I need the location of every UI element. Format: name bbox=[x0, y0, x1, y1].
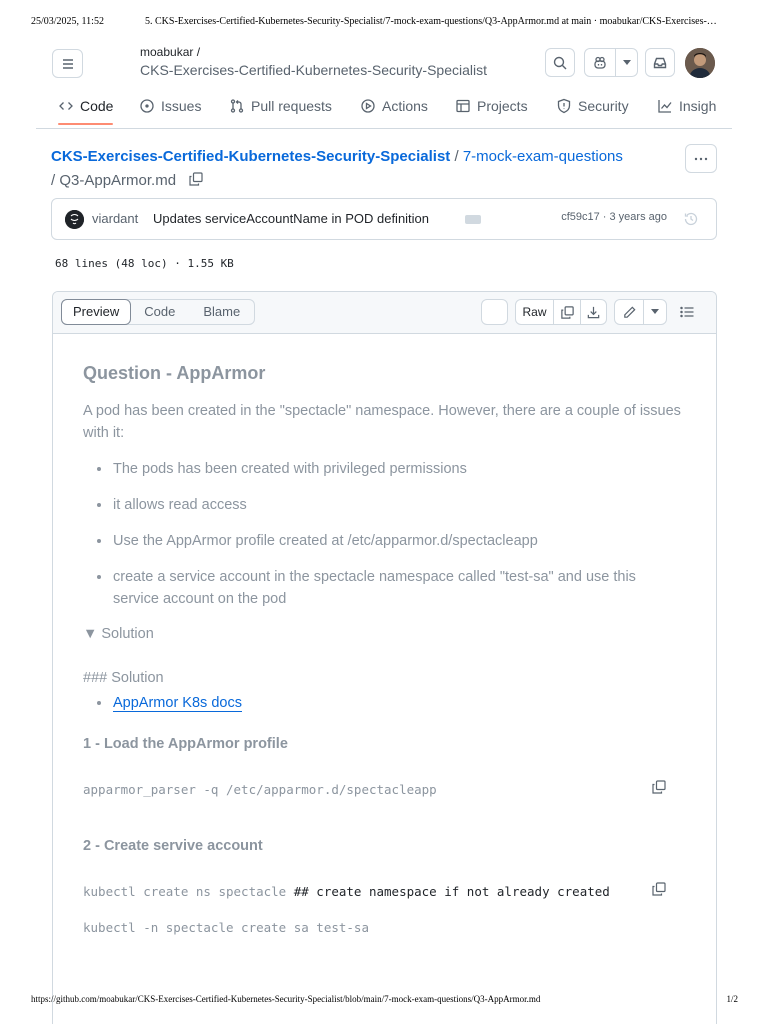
raw-button[interactable]: Raw bbox=[516, 300, 554, 324]
tab-pull-requests-label: Pull requests bbox=[251, 98, 332, 114]
commit-author-link[interactable]: viardant bbox=[92, 211, 139, 226]
tab-projects[interactable] bbox=[455, 98, 528, 114]
pencil-icon bbox=[622, 305, 637, 320]
tab-issues[interactable] bbox=[139, 98, 201, 114]
avatar-image bbox=[65, 210, 84, 229]
commit-meta[interactable]: cf59c17 · 3 years ago bbox=[561, 211, 667, 223]
raw-actions-group bbox=[515, 299, 607, 325]
print-url: https://github.com/moabukar/CKS-Exercises-Certified-Kubernetes-Security-Specialist/blob/main/7-mock-exam-questions/Q3-AppArmor.md bbox=[31, 994, 541, 1004]
copilot-button-group bbox=[584, 48, 638, 77]
edit-file-button[interactable] bbox=[615, 300, 644, 324]
list-item: create a service account in the spectacle namespace called "test-sa" and use this service account on the pod bbox=[83, 566, 683, 610]
graph-icon bbox=[657, 98, 673, 114]
file-viewer bbox=[52, 291, 717, 1024]
breadcrumb-file-name: Q3-AppArmor.md bbox=[59, 172, 177, 189]
repo-nav-tabs bbox=[36, 94, 732, 129]
copy-path-button[interactable] bbox=[188, 171, 204, 195]
question-heading: Question - AppArmor bbox=[83, 363, 266, 383]
copilot-file-button[interactable] bbox=[481, 299, 508, 325]
search-icon bbox=[552, 55, 568, 71]
repo-name-link[interactable]: CKS-Exercises-Certified-Kubernetes-Security-Specialist bbox=[140, 62, 488, 78]
view-mode-segmented-control bbox=[61, 299, 255, 325]
inbox-button[interactable] bbox=[645, 48, 675, 77]
search-button[interactable] bbox=[545, 48, 575, 77]
edit-actions-group bbox=[614, 299, 667, 325]
copy-raw-button[interactable] bbox=[554, 300, 581, 324]
repo-owner-link[interactable]: moabukar / bbox=[140, 45, 201, 59]
history-button[interactable] bbox=[683, 211, 699, 232]
menu-button[interactable] bbox=[52, 49, 83, 78]
list-item: The pods has been created with privileged permissions bbox=[83, 458, 683, 480]
code-view-tab[interactable]: Code bbox=[144, 304, 176, 319]
hamburger-icon bbox=[60, 56, 76, 72]
code-block-2 bbox=[83, 884, 648, 899]
solution-raw-heading: ### Solution bbox=[83, 670, 164, 686]
code-block-1 bbox=[83, 782, 683, 797]
code-line: kubectl -n spectacle create sa test-sa bbox=[83, 920, 369, 935]
file-line-info: 68 lines (48 loc) · 1.55 KB bbox=[55, 257, 234, 270]
edit-dropdown-button[interactable] bbox=[644, 300, 666, 324]
copilot-button[interactable] bbox=[585, 49, 616, 76]
copilot-dropdown[interactable] bbox=[616, 49, 637, 76]
tab-actions-label: Actions bbox=[382, 98, 428, 114]
history-icon bbox=[683, 211, 699, 227]
print-page-number: 1/2 bbox=[726, 994, 738, 1004]
tab-security[interactable] bbox=[556, 98, 629, 114]
copy-icon bbox=[188, 171, 204, 187]
tab-insights[interactable] bbox=[657, 98, 716, 114]
top-header bbox=[36, 40, 732, 90]
file-toolbar bbox=[53, 292, 716, 334]
breadcrumb bbox=[51, 145, 681, 195]
copy-icon bbox=[560, 305, 575, 320]
copy-code-button[interactable] bbox=[651, 881, 667, 902]
markdown-body bbox=[53, 334, 716, 1024]
print-header bbox=[31, 16, 738, 32]
tab-security-label: Security bbox=[578, 98, 629, 114]
table-icon bbox=[455, 98, 471, 114]
copilot-icon bbox=[592, 55, 608, 71]
step2-heading: 2 - Create servive account bbox=[83, 838, 263, 854]
preview-tab[interactable]: Preview bbox=[61, 299, 131, 325]
download-icon bbox=[586, 305, 601, 320]
shield-icon bbox=[556, 98, 572, 114]
breadcrumb-separator: / bbox=[450, 148, 463, 165]
breadcrumb-dir-link[interactable]: 7-mock-exam-questions bbox=[462, 148, 623, 165]
code-line: apparmor_parser -q /etc/apparmor.d/spectacleapp bbox=[83, 782, 437, 797]
code-icon bbox=[58, 98, 74, 114]
copy-icon bbox=[651, 779, 667, 795]
commit-expand-button[interactable] bbox=[465, 215, 481, 224]
step1-heading: 1 - Load the AppArmor profile bbox=[83, 736, 288, 752]
issue-icon bbox=[139, 98, 155, 114]
print-footer bbox=[31, 994, 738, 1008]
copy-icon bbox=[651, 881, 667, 897]
tab-pull-requests[interactable] bbox=[229, 98, 332, 114]
breadcrumb-repo-link[interactable]: CKS-Exercises-Certified-Kubernetes-Security-Specialist bbox=[51, 148, 451, 165]
print-title: 5. CKS-Exercises-Certified-Kubernetes-Security-Specialist/7-mock-exam-questions/Q3-AppArmor.md at main · moabukar/CKS-Exercises-… bbox=[145, 16, 717, 27]
commit-message-link[interactable]: Updates serviceAccountName in POD definition bbox=[153, 211, 430, 226]
list-item: Use the AppArmor profile created at /etc/apparmor.d/spectacleapp bbox=[83, 530, 683, 552]
apparmor-docs-link[interactable]: AppArmor K8s docs bbox=[113, 695, 242, 711]
code-command: kubectl create ns spectacle bbox=[83, 884, 294, 899]
tab-insights-label: Insigh bbox=[679, 98, 717, 114]
docs-list-item bbox=[83, 692, 242, 714]
tab-projects-label: Projects bbox=[477, 98, 528, 114]
breadcrumb-separator: / bbox=[51, 172, 60, 189]
commit-author-avatar[interactable] bbox=[65, 210, 84, 229]
intro-paragraph: A pod has been created in the "spectacle" namespace. However, there are a couple of issues with it: bbox=[83, 403, 681, 441]
kebab-horizontal-icon bbox=[693, 151, 709, 167]
copy-code-button[interactable] bbox=[651, 779, 667, 800]
tab-actions[interactable] bbox=[360, 98, 428, 114]
triangle-down-icon bbox=[651, 309, 659, 315]
list-unordered-icon bbox=[679, 304, 695, 320]
tab-code[interactable] bbox=[58, 98, 113, 114]
latest-commit-box bbox=[51, 198, 717, 240]
list-item: it allows read access bbox=[83, 494, 683, 516]
outline-button[interactable] bbox=[679, 304, 695, 325]
code-block-2-line-2 bbox=[83, 920, 683, 935]
user-avatar[interactable] bbox=[685, 48, 715, 78]
issue-list bbox=[83, 458, 683, 624]
tab-issues-label: Issues bbox=[161, 98, 202, 114]
print-date: 25/03/2025, 11:52 bbox=[31, 16, 104, 27]
solution-details-toggle[interactable]: ▼ Solution bbox=[83, 626, 154, 642]
tab-code-label: Code bbox=[80, 98, 114, 114]
avatar-image bbox=[685, 48, 715, 78]
code-comment: ## create namespace if not already created bbox=[293, 884, 610, 899]
more-options-button[interactable] bbox=[685, 144, 717, 173]
download-button[interactable] bbox=[581, 300, 606, 324]
play-icon bbox=[360, 98, 376, 114]
blame-tab[interactable]: Blame bbox=[203, 304, 241, 319]
triangle-down-icon bbox=[623, 60, 631, 66]
inbox-icon bbox=[652, 55, 668, 71]
pull-request-icon bbox=[229, 98, 245, 114]
